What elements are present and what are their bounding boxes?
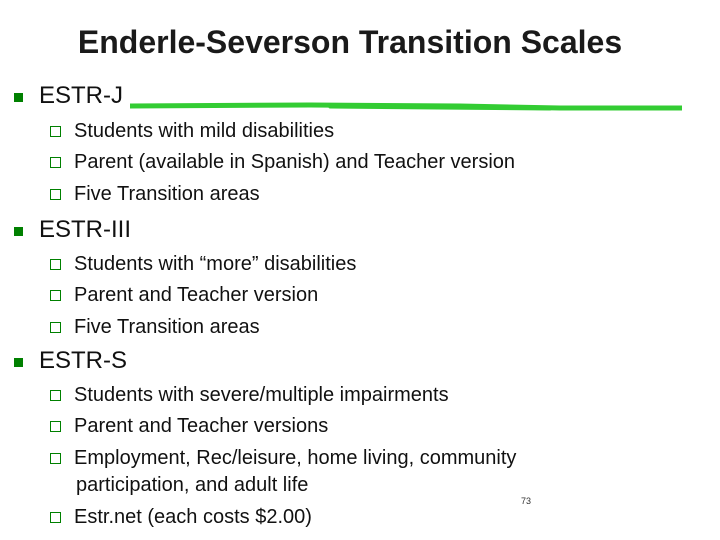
sub-bullet-text: Employment, Rec/leisure, home living, community (74, 447, 517, 469)
hollow-square-bullet-icon (50, 322, 61, 333)
hollow-square-bullet-icon (50, 390, 61, 401)
sub-bullet-item (50, 182, 260, 206)
bullet-item-estr-j (14, 82, 123, 110)
hollow-square-bullet-icon (50, 126, 61, 137)
slide-title: Enderle-Severson Transition Scales (77, 24, 623, 60)
square-bullet-icon (14, 227, 23, 236)
bullet-label: ESTR-J (39, 82, 123, 109)
sub-bullet-text: Five Transition areas (74, 316, 260, 338)
bullet-item-estr-iii (14, 216, 131, 244)
page-number: 73 (521, 496, 532, 506)
square-bullet-icon (14, 93, 23, 102)
sub-bullet-item (50, 383, 449, 407)
sub-bullet-text: Five Transition areas (74, 183, 260, 205)
bullet-item-estr-s (14, 347, 127, 375)
sub-bullet-item (50, 283, 318, 307)
bullet-label: ESTR-S (39, 347, 128, 374)
sub-bullet-item (50, 150, 515, 174)
sub-bullet-item (50, 252, 356, 276)
sub-bullet-item (50, 505, 312, 529)
hollow-square-bullet-icon (50, 157, 61, 168)
sub-bullet-item (50, 119, 334, 143)
sub-bullet-text: Parent and Teacher versions (74, 415, 329, 437)
sub-bullet-text: Students with “more” disabilities (74, 253, 357, 275)
hollow-square-bullet-icon (50, 421, 61, 432)
hollow-square-bullet-icon (50, 259, 61, 270)
hollow-square-bullet-icon (50, 290, 61, 301)
hollow-square-bullet-icon (50, 189, 61, 200)
sub-bullet-text: Students with mild disabilities (74, 120, 335, 142)
square-bullet-icon (14, 358, 23, 367)
sub-bullet-text: Parent and Teacher version (74, 284, 319, 306)
hollow-square-bullet-icon (50, 512, 61, 523)
hollow-square-bullet-icon (50, 453, 61, 464)
sub-bullet-item (50, 414, 328, 438)
bullet-label: ESTR-III (39, 216, 132, 243)
sub-bullet-text: participation, and adult life (76, 474, 309, 496)
sub-bullet-item (50, 446, 516, 470)
sub-bullet-text: Parent (available in Spanish) and Teacher version (74, 151, 516, 173)
sub-bullet-item (50, 315, 260, 339)
sub-bullet-text: Students with severe/multiple impairments (74, 384, 449, 406)
sub-bullet-continuation (76, 473, 308, 497)
sub-bullet-text: Estr.net (each costs $2.00) (74, 506, 312, 528)
green-underline-stroke (130, 100, 682, 114)
